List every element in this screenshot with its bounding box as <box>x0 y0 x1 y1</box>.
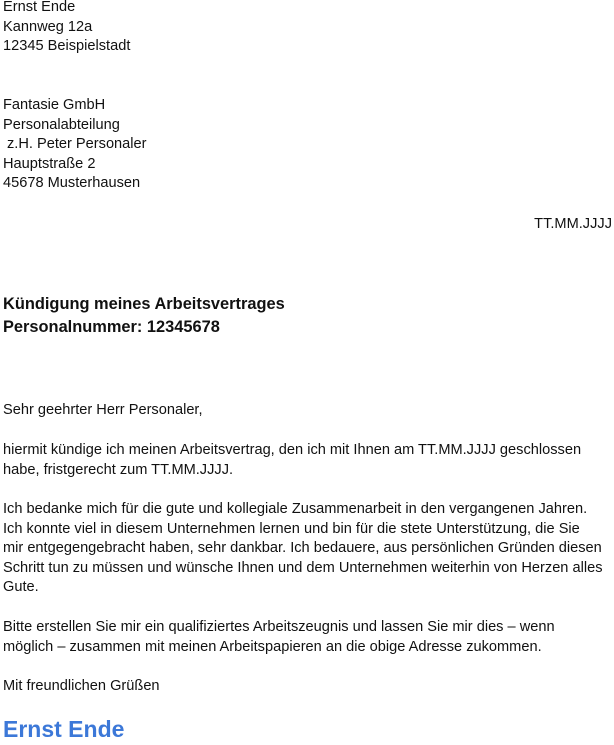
letter-date: TT.MM.JJJJ <box>534 216 612 232</box>
paragraph-line: hiermit kündige ich meinen Arbeitsvertrag, den ich mit Ihnen am TT.MM.JJJJ geschlossen <box>3 442 582 458</box>
paragraph-line: habe, fristgerecht zum TT.MM.JJJJ. <box>3 461 234 478</box>
paragraph-line: Bitte erstellen Sie mir ein qualifiziertes Arbeitszeugnis und lassen Sie mir dies – wenn <box>3 619 555 635</box>
recipient-company: Fantasie GmbH <box>3 97 106 113</box>
paragraph-line: Ich konnte viel in diesem Unternehmen lernen und bin für die stete Unterstützung, die Sie <box>3 520 580 537</box>
sender-address <box>3 0 611 57</box>
recipient-attention: z.H. Peter Personaler <box>7 136 147 153</box>
subject-line-2: Personalnummer: 12345678 <box>3 318 220 336</box>
signature: Ernst Ende <box>3 716 125 742</box>
paragraph-2 <box>3 500 611 598</box>
recipient-department: Personalabteilung <box>3 116 120 133</box>
sender-name: Ernst Ende <box>3 0 76 15</box>
sender-street: Kannweg 12a <box>3 18 93 35</box>
sender-city: 12345 Beispielstadt <box>3 38 131 55</box>
recipient-street: Hauptstraße 2 <box>3 155 96 172</box>
paragraph-line: mir entgegengebracht haben, sehr dankbar. Ich bedauere, aus persönlichen Gründen diesen <box>3 540 602 557</box>
recipient-address <box>3 96 611 194</box>
paragraph-1 <box>3 441 611 480</box>
paragraph-line: Ich bedanke mich für die gute und kollegiale Zusammenarbeit in den vergangenen Jahren. <box>3 501 588 517</box>
closing: Mit freundlichen Grüßen <box>3 678 160 694</box>
recipient-city: 45678 Musterhausen <box>3 175 141 192</box>
paragraph-line: Schritt tun zu müssen und wünsche Ihnen und dem Unternehmen weiterhin von Herzen alles <box>3 559 603 576</box>
subject-line-1: Kündigung meines Arbeitsvertrages <box>3 295 285 313</box>
paragraph-3 <box>3 618 611 657</box>
letter-subject <box>3 293 611 339</box>
salutation: Sehr geehrter Herr Personaler, <box>3 402 203 418</box>
paragraph-line: Gute. <box>3 579 39 596</box>
paragraph-line: möglich – zusammen mit meinen Arbeitspapieren an die obige Adresse zukommen. <box>3 638 542 655</box>
